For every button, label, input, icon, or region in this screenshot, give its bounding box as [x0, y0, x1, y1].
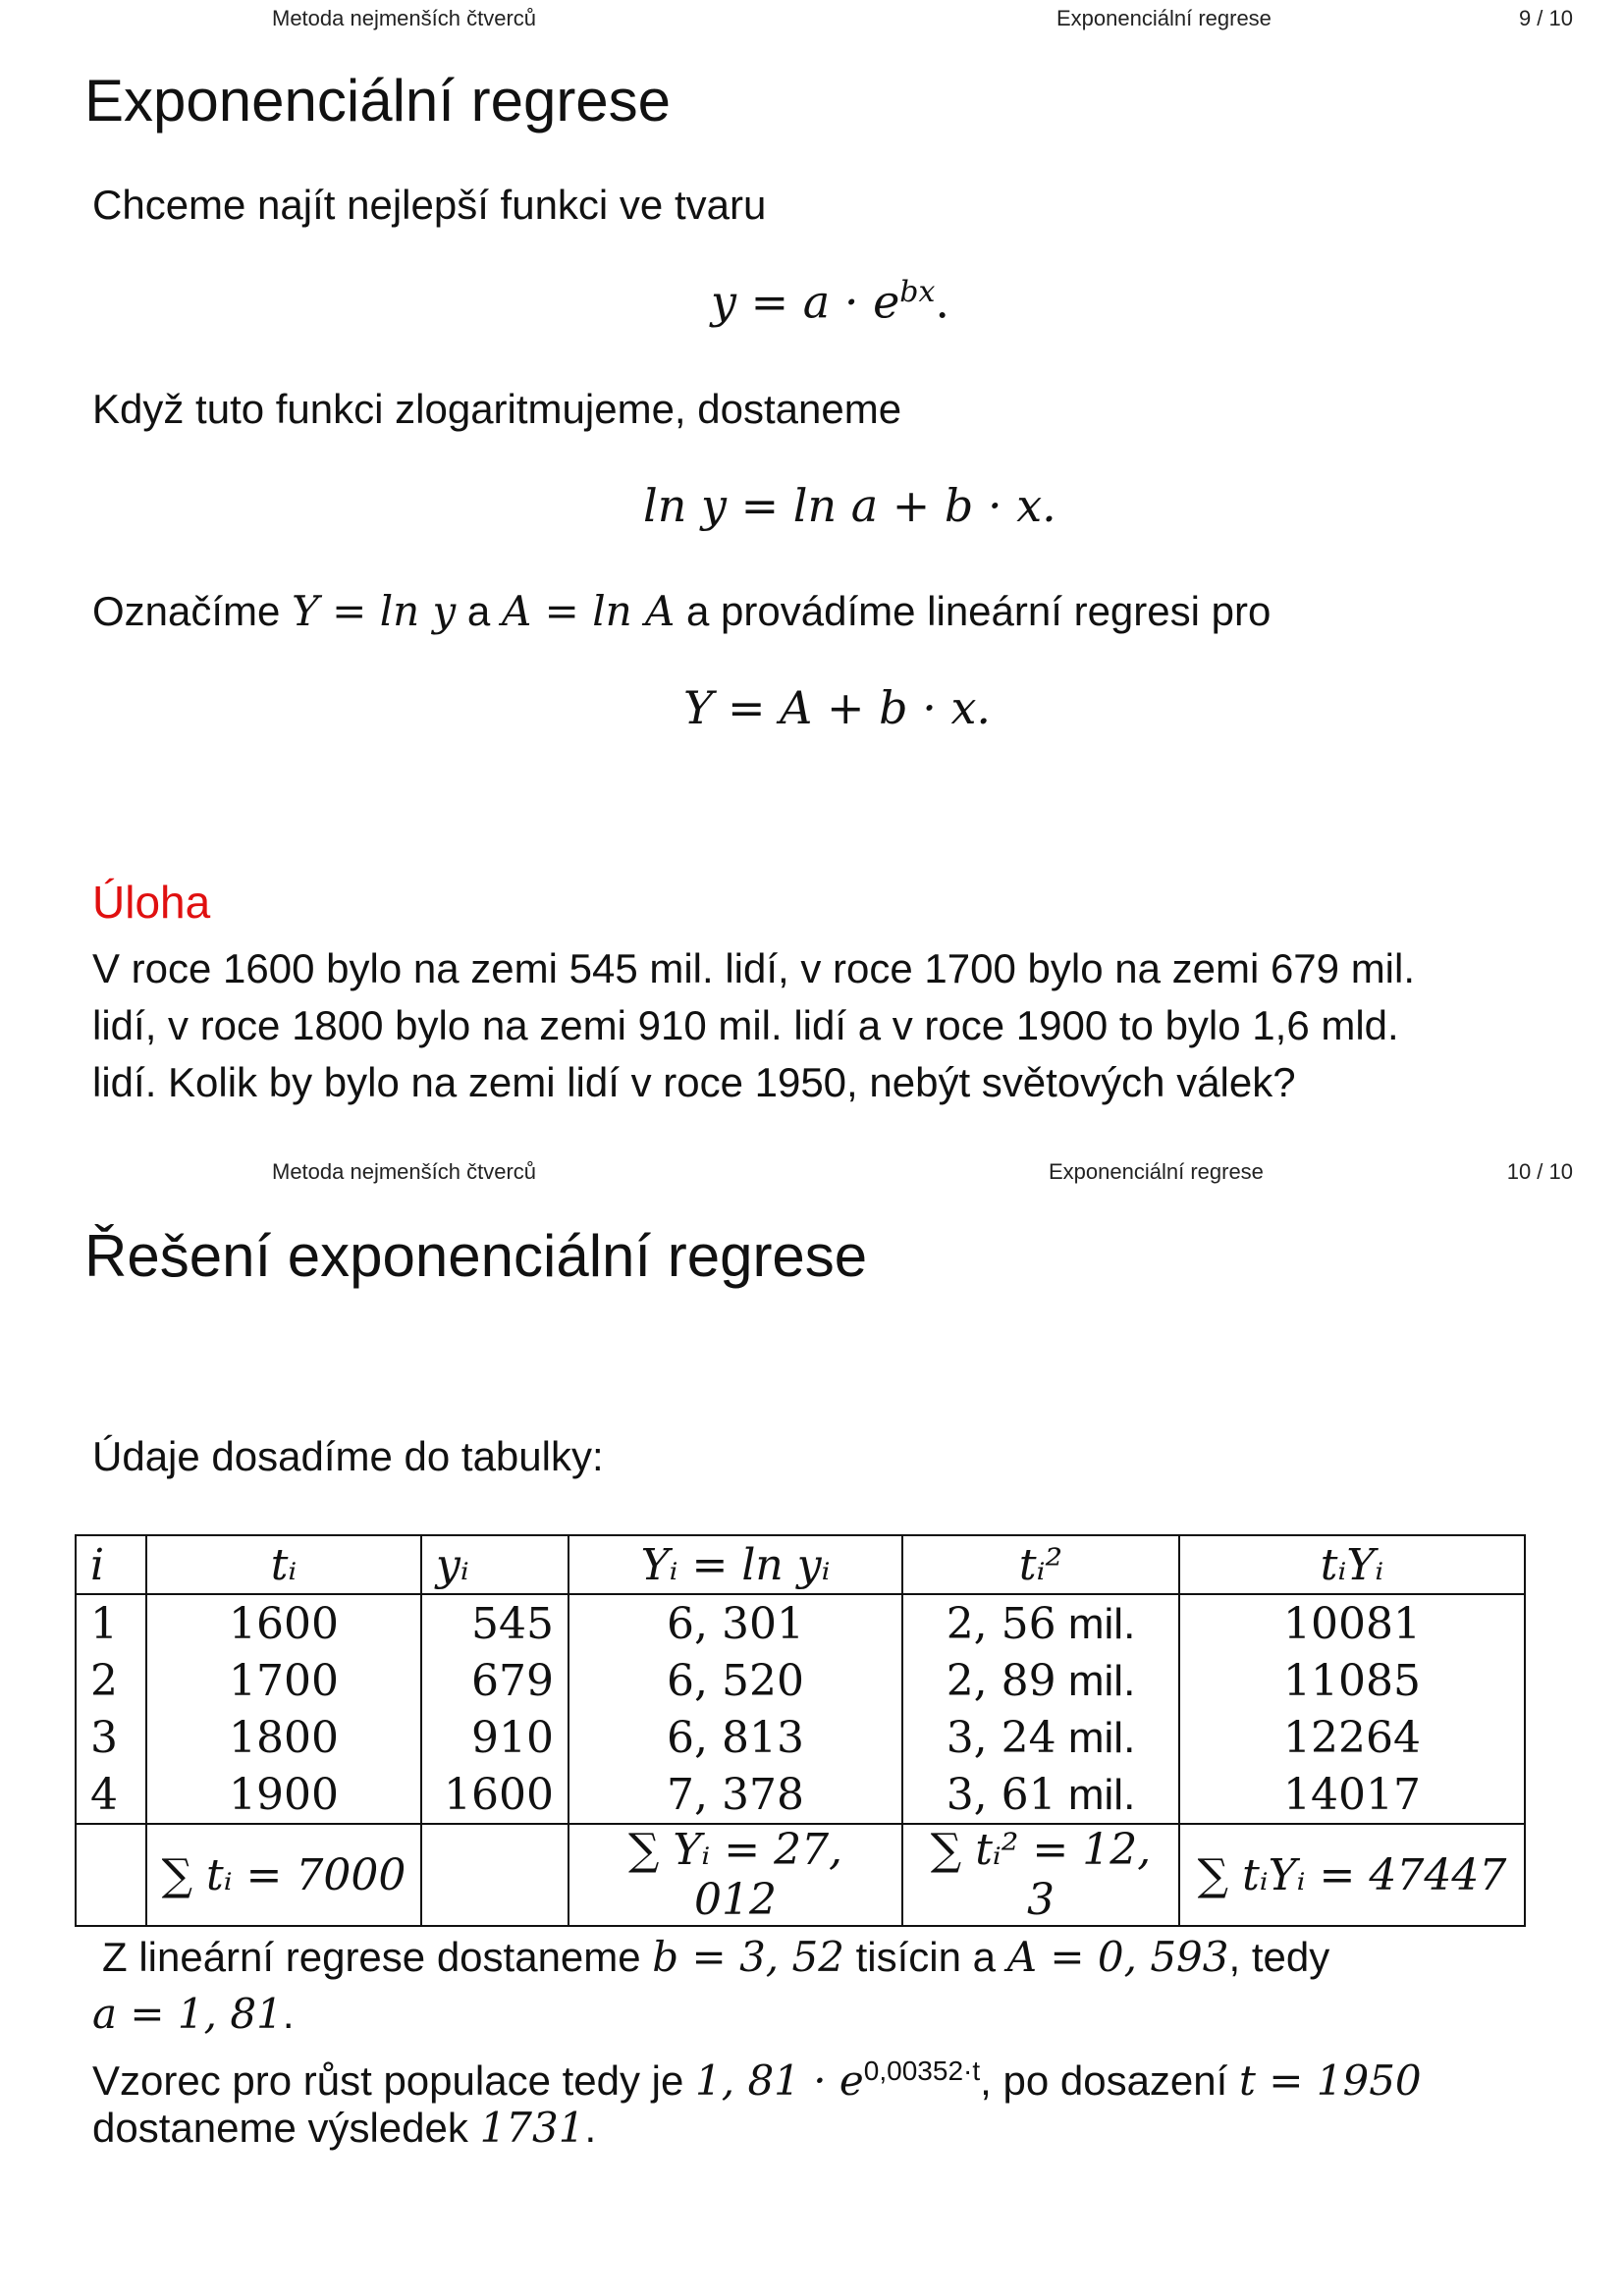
equation-exponential-exponent: bx [899, 275, 936, 309]
result-math-formula: 1, 81 · e [695, 2056, 864, 2105]
cell-tY: 14017 [1179, 1766, 1525, 1824]
header-page-number: 9 / 10 [1518, 6, 1573, 30]
result-line-2 [92, 1986, 294, 2043]
cell-i: 4 [76, 1766, 146, 1824]
cell-i: 2 [76, 1652, 146, 1709]
header-section-title: Exponenciální regrese [1056, 6, 1272, 30]
header-t-squared: tᵢ² [902, 1535, 1179, 1594]
cell-t: 1600 [146, 1594, 421, 1652]
result-formula-exponent: 0,00352·t [863, 2056, 981, 2086]
header-tY: tᵢYᵢ [1179, 1535, 1525, 1594]
equation-exponential-base: y = a · e [711, 275, 900, 329]
cell-t: 1800 [146, 1709, 421, 1766]
sum-y [421, 1824, 568, 1926]
table-row [76, 1652, 1525, 1709]
cell-tY: 10081 [1179, 1594, 1525, 1652]
result-text-1b: tisícin a [843, 1934, 1007, 1980]
result-text-2-end: . [282, 1991, 295, 2037]
cell-mil-suffix: mil. [1056, 1599, 1136, 1648]
cell-Y: 6, 520 [568, 1652, 902, 1709]
result-text-3b: , po dosazení [980, 2057, 1239, 2104]
result-math-value: 1731 [479, 2104, 585, 2152]
cell-t: 1900 [146, 1766, 421, 1824]
cell-t-squared-value: 2, 89 [946, 1655, 1056, 1706]
result-math-b: b = 3, 52 [652, 1933, 844, 1981]
substitution-math-1: Y = ln y [292, 587, 457, 635]
result-text-3a: Vzorec pro růst populace tedy je [92, 2057, 696, 2104]
sum-t: ∑ tᵢ = 7000 [146, 1824, 421, 1926]
result-text-4-end: . [584, 2105, 597, 2151]
cell-t-squared [902, 1652, 1179, 1709]
cell-Y: 6, 813 [568, 1709, 902, 1766]
slide-header [0, 1159, 1624, 1189]
cell-t-squared-value: 3, 61 [946, 1769, 1056, 1820]
cell-y: 1600 [421, 1766, 568, 1824]
table-header-row [76, 1535, 1525, 1594]
sum-Y: ∑ Yᵢ = 27, 012 [568, 1824, 902, 1926]
cell-i: 3 [76, 1709, 146, 1766]
table-row [76, 1709, 1525, 1766]
equation-exponential-period: . [935, 275, 950, 329]
cell-i: 1 [76, 1594, 146, 1652]
substitution-text-b: a [456, 588, 502, 634]
sum-tY: ∑ tᵢYᵢ = 47447 [1179, 1824, 1525, 1926]
result-line-4 [92, 2100, 596, 2157]
table-row [76, 1594, 1525, 1652]
result-line-1 [102, 1929, 1329, 1986]
sum-t-squared: ∑ tᵢ² = 12, 3 [902, 1824, 1179, 1926]
table-sum-row [76, 1824, 1525, 1926]
cell-y: 545 [421, 1594, 568, 1652]
result-text-4a: dostaneme výsledek [92, 2105, 480, 2151]
substitution-text-a: Označíme [92, 588, 293, 634]
substitution-math-2: A = ln A [501, 587, 676, 635]
cell-mil-suffix: mil. [1056, 1770, 1136, 1819]
cell-t: 1700 [146, 1652, 421, 1709]
cell-Y: 6, 301 [568, 1594, 902, 1652]
equation-linear: Y = A + b · x. [683, 681, 992, 734]
cell-t-squared-value: 3, 24 [946, 1712, 1056, 1763]
task-line-3: lidí. Kolik by bylo na zemi lidí v roce 1950, nebýt světových válek? [92, 1059, 1296, 1105]
cell-mil-suffix: mil. [1056, 1656, 1136, 1705]
slide-title: Exponenciální regrese [84, 68, 672, 133]
equation-log: ln y = ln a + b · x. [643, 479, 1056, 532]
result-math-t: t = 1950 [1238, 2056, 1422, 2105]
header-section-title: Exponenciální regrese [1049, 1159, 1264, 1184]
cell-y: 679 [421, 1652, 568, 1709]
cell-mil-suffix: mil. [1056, 1713, 1136, 1762]
substitution-text [92, 583, 1271, 640]
header-y: yᵢ [421, 1535, 568, 1594]
slide-title: Řešení exponenciální regrese [84, 1223, 868, 1289]
result-text-1c: , tedy [1228, 1934, 1330, 1980]
slide-header [0, 6, 1624, 35]
header-i: i [76, 1535, 146, 1594]
cell-tY: 11085 [1179, 1652, 1525, 1709]
log-text: Když tuto funkci zlogaritmujeme, dostaneme [92, 386, 902, 432]
intro-text: Chceme najít nejlepší funkci ve tvaru [92, 182, 767, 228]
header-t: tᵢ [146, 1535, 421, 1594]
slide-10 [0, 1153, 1624, 2296]
result-math-a: a = 1, 81 [92, 1990, 283, 2038]
table-row [76, 1766, 1525, 1824]
header-course-title: Metoda nejmenších čtverců [272, 1159, 537, 1184]
substitution-text-c: a provádíme lineární regresi pro [675, 588, 1272, 634]
cell-tY: 12264 [1179, 1709, 1525, 1766]
header-page-number: 10 / 10 [1506, 1159, 1573, 1184]
task-line-1: V roce 1600 bylo na zemi 545 mil. lidí, v roce 1700 bylo na zemi 679 mil. [92, 945, 1416, 991]
cell-t-squared-value: 2, 56 [946, 1598, 1056, 1649]
task-line-2: lidí, v roce 1800 bylo na zemi 910 mil. lidí a v roce 1900 to bylo 1,6 mld. [92, 1002, 1399, 1048]
cell-t-squared [902, 1709, 1179, 1766]
header-Y: Yᵢ = ln yᵢ [568, 1535, 902, 1594]
header-course-title: Metoda nejmenších čtverců [272, 6, 537, 30]
cell-t-squared [902, 1594, 1179, 1652]
task-heading: Úloha [92, 877, 211, 928]
table-intro-text: Údaje dosadíme do tabulky: [92, 1433, 604, 1479]
data-table [75, 1534, 1526, 1927]
cell-t-squared [902, 1766, 1179, 1824]
result-text-1a: Z lineární regrese dostaneme [102, 1934, 653, 1980]
sum-i [76, 1824, 146, 1926]
result-math-A: A = 0, 593 [1006, 1933, 1229, 1981]
cell-y: 910 [421, 1709, 568, 1766]
cell-Y: 7, 378 [568, 1766, 902, 1824]
equation-exponential [711, 275, 949, 328]
